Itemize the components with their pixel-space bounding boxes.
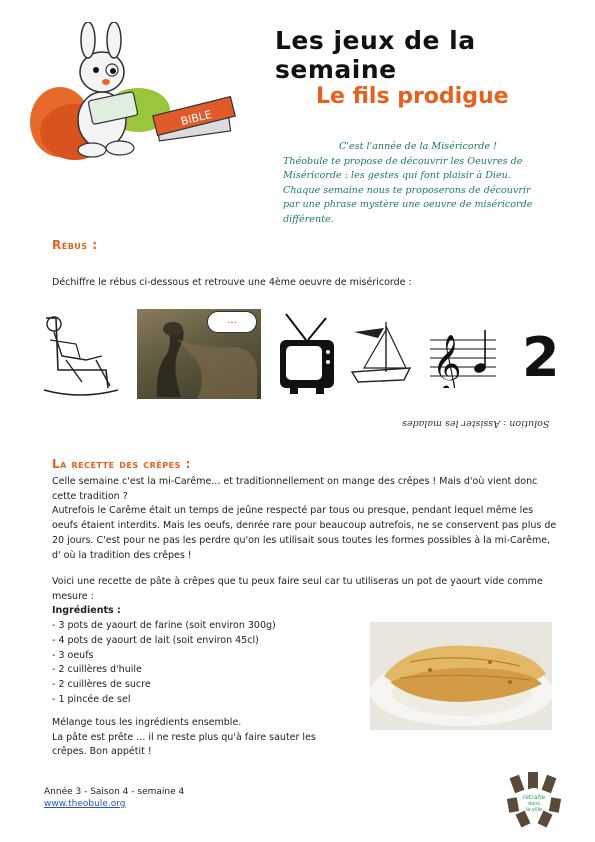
intro-text — [283, 140, 533, 227]
footer — [44, 786, 184, 810]
rebus-chair-icon — [36, 310, 124, 400]
recipe-paragraph — [52, 475, 556, 563]
recipe-line: d' où la tradition des crêpes ! — [52, 549, 192, 561]
book-label: BIBLE — [179, 107, 214, 129]
retraite-logo — [506, 770, 562, 828]
speech-bubble: ... — [207, 311, 257, 333]
svg-text:la ville: la ville — [525, 807, 543, 813]
rebus-heading: Rébus : — [52, 238, 98, 252]
rebus-music-note-icon — [430, 322, 496, 388]
intro-line: Théobule te propose de découvrir les Oeuvres de — [283, 155, 523, 167]
footer-season: Année 3 - Saison 4 - semaine 4 — [44, 787, 185, 797]
ingredient-item: - 3 pots de yaourt de farine (soit environ 300g) — [52, 620, 276, 632]
recipe-intro-line: mesure : — [52, 590, 94, 602]
svg-text:retraite: retraite — [522, 794, 546, 801]
page-title: Les jeux de la semaine — [275, 26, 476, 84]
rebus-instruction: Déchiffre le rébus ci-dessous et retrouve une 4ème oeuvre de miséricorde : — [52, 277, 412, 288]
recipe-line: cette tradition ? — [52, 490, 128, 502]
footer-link[interactable]: www.theobule.org — [44, 799, 126, 809]
svg-text:𝄞: 𝄞 — [432, 334, 462, 388]
ingredient-item: - 3 oeufs — [52, 649, 94, 661]
recipe-closing — [52, 716, 316, 760]
rebus-boat-icon — [348, 318, 414, 386]
recipe-line: oeufs étaient interdits. Mais les oeufs, denrée rare pour beaucoup autrefois, ne se conservent pas plus de — [52, 520, 557, 532]
crepes-photo — [370, 622, 552, 730]
ingredient-item: - 4 pots de yaourt de lait (soit environ 45cl) — [52, 634, 259, 646]
closing-line: crêpes. Bon appétit ! — [52, 746, 152, 758]
rabbit-illustration — [20, 22, 260, 172]
ingredients-label: Ingrédients : — [52, 605, 121, 617]
intro-line: Chaque semaine nous te proposerons de découvrir — [283, 184, 531, 196]
ingredient-item: - 1 pincée de sel — [52, 693, 131, 705]
intro-line: Miséricorde : les gestes qui font plaisir à Dieu. — [283, 170, 511, 181]
rebus-solution: Solution : Assister les malades — [402, 418, 550, 429]
rebus-number: 2 — [522, 326, 560, 389]
intro-line: différente. — [283, 213, 334, 225]
recipe-line: Autrefois le Carême était un temps de jeûne respecté par tous ou presque, pendant lequel même les — [52, 505, 534, 517]
recipe-line: Celle semaine c'est la mi-Carême... et traditionnellement on mange des crêpes ! Mais d'où vient donc — [52, 476, 538, 487]
recipe-line: 20 jours. C'est pour ne pas les perdre qu'on les utilisait sous toutes les formes possibles à la mi-Carême, — [52, 534, 551, 546]
ingredient-item: - 2 cuillères de sucre — [52, 678, 151, 690]
rebus-snake-photo — [137, 309, 261, 399]
ingredient-item: - 2 cuillères d'huile — [52, 664, 142, 676]
rebus-tv-icon — [276, 312, 338, 398]
closing-line: Mélange tous les ingrédients ensemble. — [52, 717, 242, 728]
intro-line: C'est l'année de la Miséricorde ! — [339, 141, 497, 152]
svg-text:dans: dans — [527, 801, 541, 807]
closing-line: La pâte est prête ... il ne reste plus qu'à faire sauter les — [52, 731, 316, 743]
intro-line: par une phrase mystère une oeuvre de miséricorde — [283, 199, 533, 210]
recipe-intro-line: Voici une recette de pâte à crêpes que tu peux faire seul car tu utiliseras un pot de yaourt vide comme — [52, 576, 543, 587]
recipe-heading: La recette des crêpes : — [52, 457, 191, 471]
page-subtitle: Le fils prodigue — [316, 84, 509, 109]
